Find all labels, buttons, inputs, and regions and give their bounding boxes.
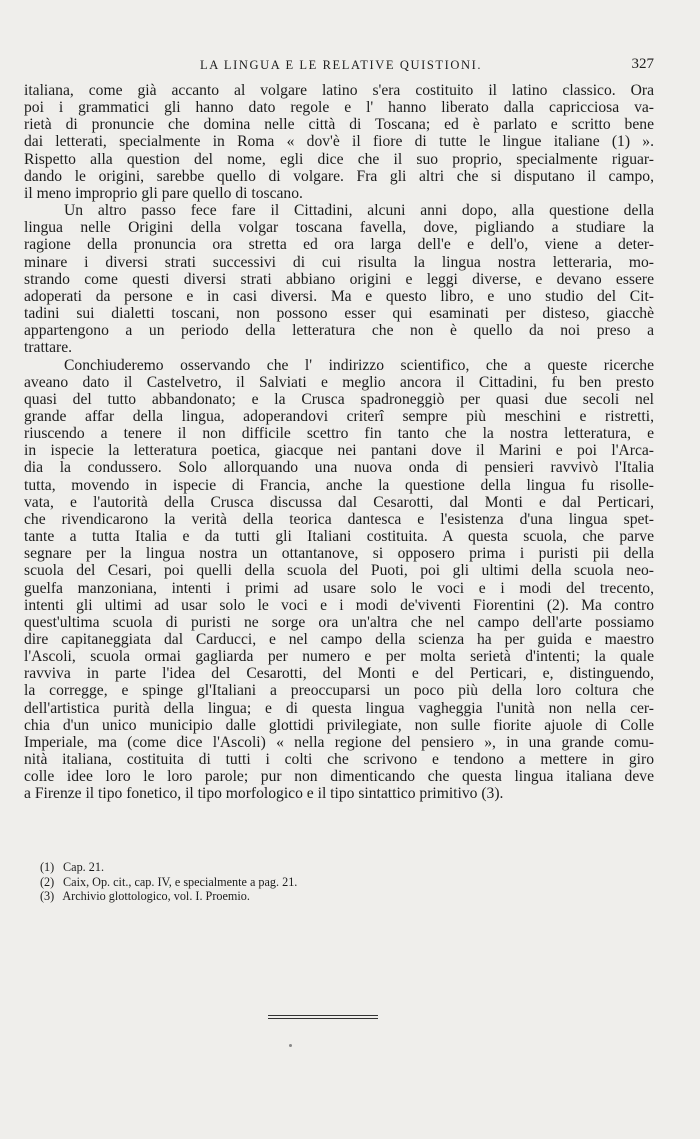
text-line: l'Ascoli, scuola ormai gagliarda per numero e per molta serietà d'intenti; la quale xyxy=(24,648,654,666)
footnote xyxy=(24,875,654,890)
text-line: Un altro passo fece fare il Cittadini, alcuni anni dopo, alla questione della xyxy=(64,202,654,220)
footnote xyxy=(24,860,654,875)
text-line: segnare per la lingua nostra un ottantanove, si opposero prima i puristi pii della xyxy=(24,545,654,563)
running-header xyxy=(24,58,654,76)
running-title: LA LINGUA E LE RELATIVE QUISTIONI. xyxy=(200,58,483,72)
text-line: quasi del tutto abbandonato; e la Crusca spadroneggiò per quasi due secoli nel xyxy=(24,390,654,408)
footnote-number: (3) xyxy=(40,889,55,903)
text-line: dire capitaneggiata dal Carducci, e nel campo della scienza ha per guida e maestro xyxy=(24,631,654,648)
text-line: a Firenze il tipo fonetico, il tipo morfologico e il tipo sintattico primitivo (3). xyxy=(24,785,504,803)
text-line: che rivendicarono la verità della teorica dantesca e l'esistenza d'una lingua spet- xyxy=(24,510,654,528)
text-line: Conchiuderemo osservando che l' indirizzo scientifico, che a queste ricerche xyxy=(64,356,654,374)
text-line: appartengono a un periodo della letteratura che non è quello da noi preso a xyxy=(24,322,654,340)
text-line: dai letterati, specialmente in Roma « dov'è il fiore di tutte le lingue italiane (1) ». xyxy=(24,133,654,151)
ink-speck xyxy=(289,1044,292,1047)
text-line: italiana, come già accanto al volgare latino s'era costituito il latino classico. Ora xyxy=(24,82,654,99)
text-line: Imperiale, ma (come dice l'Ascoli) « nella regione del pensiero », in una grande comu- xyxy=(24,733,654,751)
footnote-number: (1) xyxy=(40,860,55,874)
text-line: ravviva in parte l'idea del Cesarotti, del Monti e del Perticari, e, distinguendo, xyxy=(24,665,654,683)
text-line: Rispetto alla question del nome, egli dice che il suo proprio, specialmente riguar- xyxy=(24,150,654,168)
text-line: tante a tutta Italia e da tutti gli Italiani costituita. A questa scuola, che parve xyxy=(24,528,654,546)
text-line: ragione della pronuncia ora stretta ed ora larga dell'e e dell'o, viene a deter- xyxy=(24,236,654,254)
text-line: minare i diversi strati successivi di cui risulta la lingua nostra letteraria, mo- xyxy=(24,253,654,271)
text-line: colle idee loro le loro parole; pur non dimenticando che questa lingua italiana deve xyxy=(24,768,654,786)
text-line: nità italiana, costituita di tutti i colti che scrivono e tendono a mettere in giro xyxy=(24,751,654,769)
text-line: riuscendo a tenere il non difficile scettro fin tanto che la nostra letteratura, e xyxy=(24,425,654,443)
text-line: trattare. xyxy=(24,339,73,357)
footnote-text: Caix, Op. cit., cap. IV, e specialmente a pag. 21. xyxy=(60,874,298,889)
text-line: aveano dato il Castelvetro, il Salviati e meglio ancora il Cittadini, fu ben presto xyxy=(24,373,654,391)
text-line: chia d'un unico municipio dalle glottidi privilegiate, non sulle fiorite ajuole di Colle xyxy=(24,716,654,734)
text-line: grande affar della lingua, adoperandovi criterî sempre più meschini e ristretti, xyxy=(24,407,654,425)
body-text xyxy=(24,82,654,803)
text-line: intenti gli ultimi ad usar solo le voci e i modi de'viventi Fiorentini (2). Ma contro xyxy=(24,596,654,614)
text-line: tutta, movendo in ispecie di Francia, anche la questione della lingua fu risolle- xyxy=(24,476,654,494)
text-line: strando come questi diversi strati abbiano origini e leggi diverse, e devano essere xyxy=(24,270,654,288)
footnote-number: (2) xyxy=(40,874,55,889)
text-line: il meno improprio gli pare quello di toscano. xyxy=(24,184,303,202)
text-line: dando le origini, sarebbe quello di volgare. Fra gli altri che si disputano il campo, xyxy=(24,167,654,185)
text-line: adoperati da persone e in casi diversi. Ma e questo libro, e uno studio del Cit- xyxy=(24,287,654,305)
footnotes xyxy=(24,860,654,904)
text-line: poi i grammatici gli hanno dato regole e l' hanno liberato dalla capricciosa va- xyxy=(24,99,654,117)
text-line: dell'artistica purità della lingua; e di questa lingua vagheggia l'unità non nella cer- xyxy=(24,699,654,717)
text-line: scuola del Cesari, poi quelli della scuola del Puoti, poi gli ultimi della scuola neo- xyxy=(24,562,654,580)
text-line: in ispecie la letteratura poetica, giacque nei pantani dove il Marini e poi l'Arca- xyxy=(24,442,654,460)
footnote xyxy=(24,889,654,904)
page-number: 327 xyxy=(631,56,654,72)
text-line: la corregge, e spinge gl'Italiani a preoccuparsi un poco più della loro coltura che xyxy=(24,682,654,700)
text-line: lingua nelle Origini della volgar toscana favella, dove, pigliando a studiare la xyxy=(24,219,654,237)
text-line: vata, e l'autorità della Crusca discussa dal Cesarotti, dal Monti e dal Perticari, xyxy=(24,493,654,511)
end-rule xyxy=(268,1015,378,1019)
text-line: quest'ultima scuola di puristi ne sorge ora un'altra che nel campo dell'arte possiamo xyxy=(24,613,654,631)
text-line: dia la condussero. Solo allorquando una nuova onda di pensieri ravvivò l'Italia xyxy=(24,459,654,477)
text-line: guelfa manzoniana, intenti i primi ad usare solo le voci e i modi del trecento, xyxy=(24,579,654,597)
footnote-text: Cap. 21. xyxy=(60,860,105,874)
footnote-text: Archivio glottologico, vol. I. Proemio. xyxy=(60,889,250,903)
text-line: rietà di pronuncie che domina nelle città di Toscana; ed è parlato e scritto bene xyxy=(24,116,654,134)
text-line: tadini sui dialetti toscani, non possono esser qui esaminati per disteso, giacchè xyxy=(24,305,654,323)
